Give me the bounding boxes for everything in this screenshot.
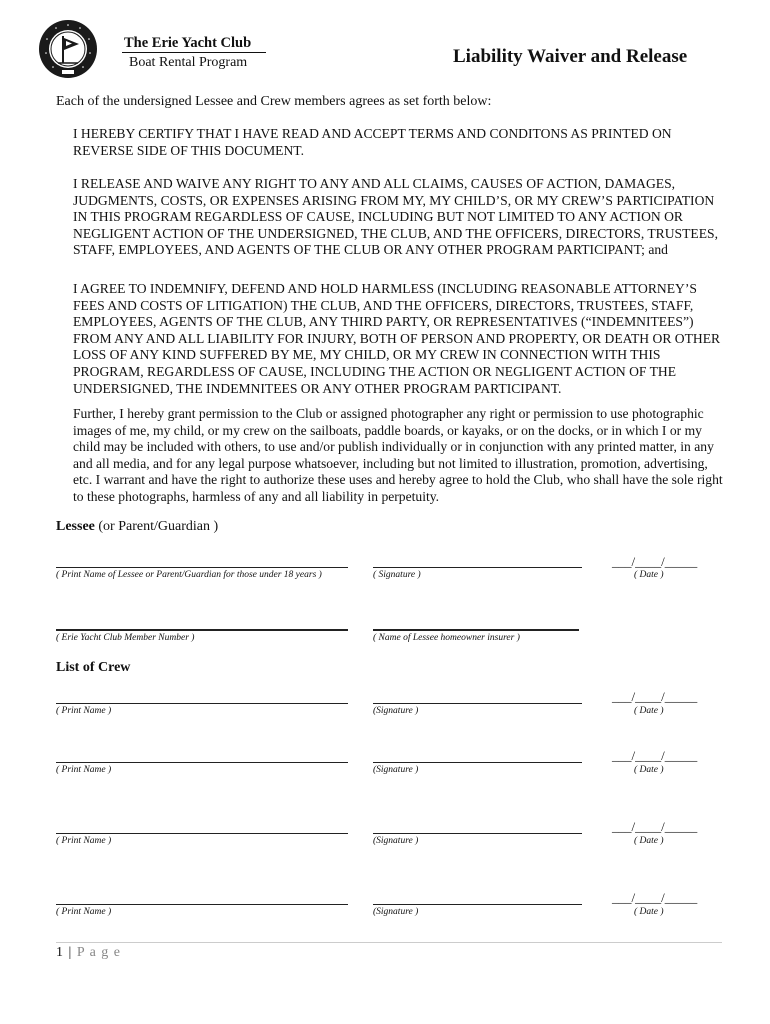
club-name: The Erie Yacht Club [124,35,252,51]
certify-paragraph: I HEREBY CERTIFY THAT I HAVE READ AND ACCEPT TERMS AND CONDITONS AS PRINTED ON REVERSE SIDE OF THIS DOCUMENT. [73,126,672,158]
crew-date-field[interactable]: ___/____/_____ [612,819,698,834]
footer-rule [56,942,722,943]
crew-date-caption: ( Date ) [634,836,664,846]
crew-name-line[interactable] [56,762,348,763]
crew-signature-caption: (Signature ) [373,907,419,917]
lessee-name-caption: ( Print Name of Lessee or Parent/Guardian for those under 18 years ) [56,570,322,580]
crew-signature-caption: (Signature ) [373,765,419,775]
crew-date-caption: ( Date ) [634,706,664,716]
crew-name-line[interactable] [56,703,348,704]
lessee-heading-rest: (or Parent/Guardian ) [94,519,219,534]
lessee-heading-bold: Lessee [56,519,95,534]
club-name-underline [122,52,266,53]
document-title: Liability Waiver and Release [453,46,688,67]
crew-name-line[interactable] [56,833,348,834]
crew-signature-caption: (Signature ) [373,836,419,846]
lessee-signature-caption: ( Signature ) [373,570,421,580]
crew-signature-line[interactable] [373,904,582,905]
insurer-line[interactable] [373,629,579,631]
page-label: P a g e [76,945,122,960]
lessee-signature-line[interactable] [373,567,582,568]
footer-separator: | [64,945,77,960]
photo-release-paragraph: Further, I hereby grant permission to the Club or assigned photographer any right or permission to use photographic images of me, my child, or my crew on the sailboats, paddle boards, or kayaks, or on the docks, or in which I or my child may be included with others, to use and/or publish individually or in conjunction with any printed matter, in any and all media, and for any legal purpose whatsoever, including but not limited to illustration, promotion, advertising, etc. I warrant and have the right to authorize these uses and hereby agree to hold the Club, who shall have the sole right to these photographs, harmless of any and all liability in perpetuity. [73,406,723,504]
crew-heading: List of Crew [56,660,131,675]
crew-signature-line[interactable] [373,703,582,704]
crew-date-field[interactable]: ___/____/_____ [612,748,698,763]
crew-signature-line[interactable] [373,762,582,763]
intro-text: Each of the undersigned Lessee and Crew members agrees as set forth below: [56,94,492,109]
crew-name-caption: ( Print Name ) [56,907,112,917]
lessee-name-line[interactable] [56,567,348,568]
crew-signature-caption: (Signature ) [373,706,419,716]
insurer-caption: ( Name of Lessee homeowner insurer ) [373,633,520,643]
lessee-date-field[interactable]: ___/____/_____ [612,554,698,569]
page-footer [56,945,121,961]
member-number-caption: ( Erie Yacht Club Member Number ) [56,633,195,643]
page-number: 1 [56,945,64,960]
crew-name-caption: ( Print Name ) [56,706,112,716]
club-logo [38,19,98,79]
program-name: Boat Rental Program [129,55,248,70]
crew-date-field[interactable]: ___/____/_____ [612,689,698,704]
crew-date-field[interactable]: ___/____/_____ [612,890,698,905]
crew-name-caption: ( Print Name ) [56,765,112,775]
lessee-heading [56,519,218,535]
yacht-club-burgee-icon [38,19,98,79]
release-paragraph: I RELEASE AND WAIVE ANY RIGHT TO ANY AND ALL CLAIMS, CAUSES OF ACTION, DAMAGES, JUDGMENTS, COSTS, OR EXPENSES ARISING FROM MY, MY CHILD’S, OR MY CREW’S PARTICIPATION IN THIS PROGRAM REGARDLESS OF CAUSE, INCLUDING BUT NOT LIMITED TO ANY ACTION OR NEGLIGENT ACTION OF THE UNDERSIGNED, THE CLUB, AND THE OFFICERS, DIRECTORS, TRUSTEES, STAFF, EMPLOYEES, AND AGENTS OF THE CLUB OR ANY OTHER PROGRAM PARTICIPANT; and [73,176,718,258]
crew-name-line[interactable] [56,904,348,905]
crew-name-caption: ( Print Name ) [56,836,112,846]
crew-date-caption: ( Date ) [634,907,664,917]
crew-date-caption: ( Date ) [634,765,664,775]
lessee-date-caption: ( Date ) [634,570,664,580]
indemnify-paragraph: I AGREE TO INDEMNIFY, DEFEND AND HOLD HARMLESS (INCLUDING REASONABLE ATTORNEY’S FEES AND COSTS OF LITIGATION) THE CLUB, AND THE OFFICERS, DIRECTORS, TRUSTEES, STAFF, EMPLOYEES, AGENTS OF THE CLUB, ANY THIRD PARTY, OR REPRESENTATIVES (“INDEMNITEES”) FROM ANY AND ALL LIABILITY FOR INJURY, BOTH OF PERSON AND PROPERTY, OR DEATH OR OTHER LOSS OF ANY KIND SUFFERED BY ME, MY CHILD, OR MY CREW IN CONNECTION WITH THIS PROGRAM, REGARDLESS OF CAUSE, INCLUDING THE ACTION OR NEGLIGENT ACTION OF THE UNDERSIGNED, THE INDEMNITEES OR ANY OTHER PROGRAM PARTICIPANT. [73,281,721,396]
member-number-line[interactable] [56,629,348,631]
crew-signature-line[interactable] [373,833,582,834]
